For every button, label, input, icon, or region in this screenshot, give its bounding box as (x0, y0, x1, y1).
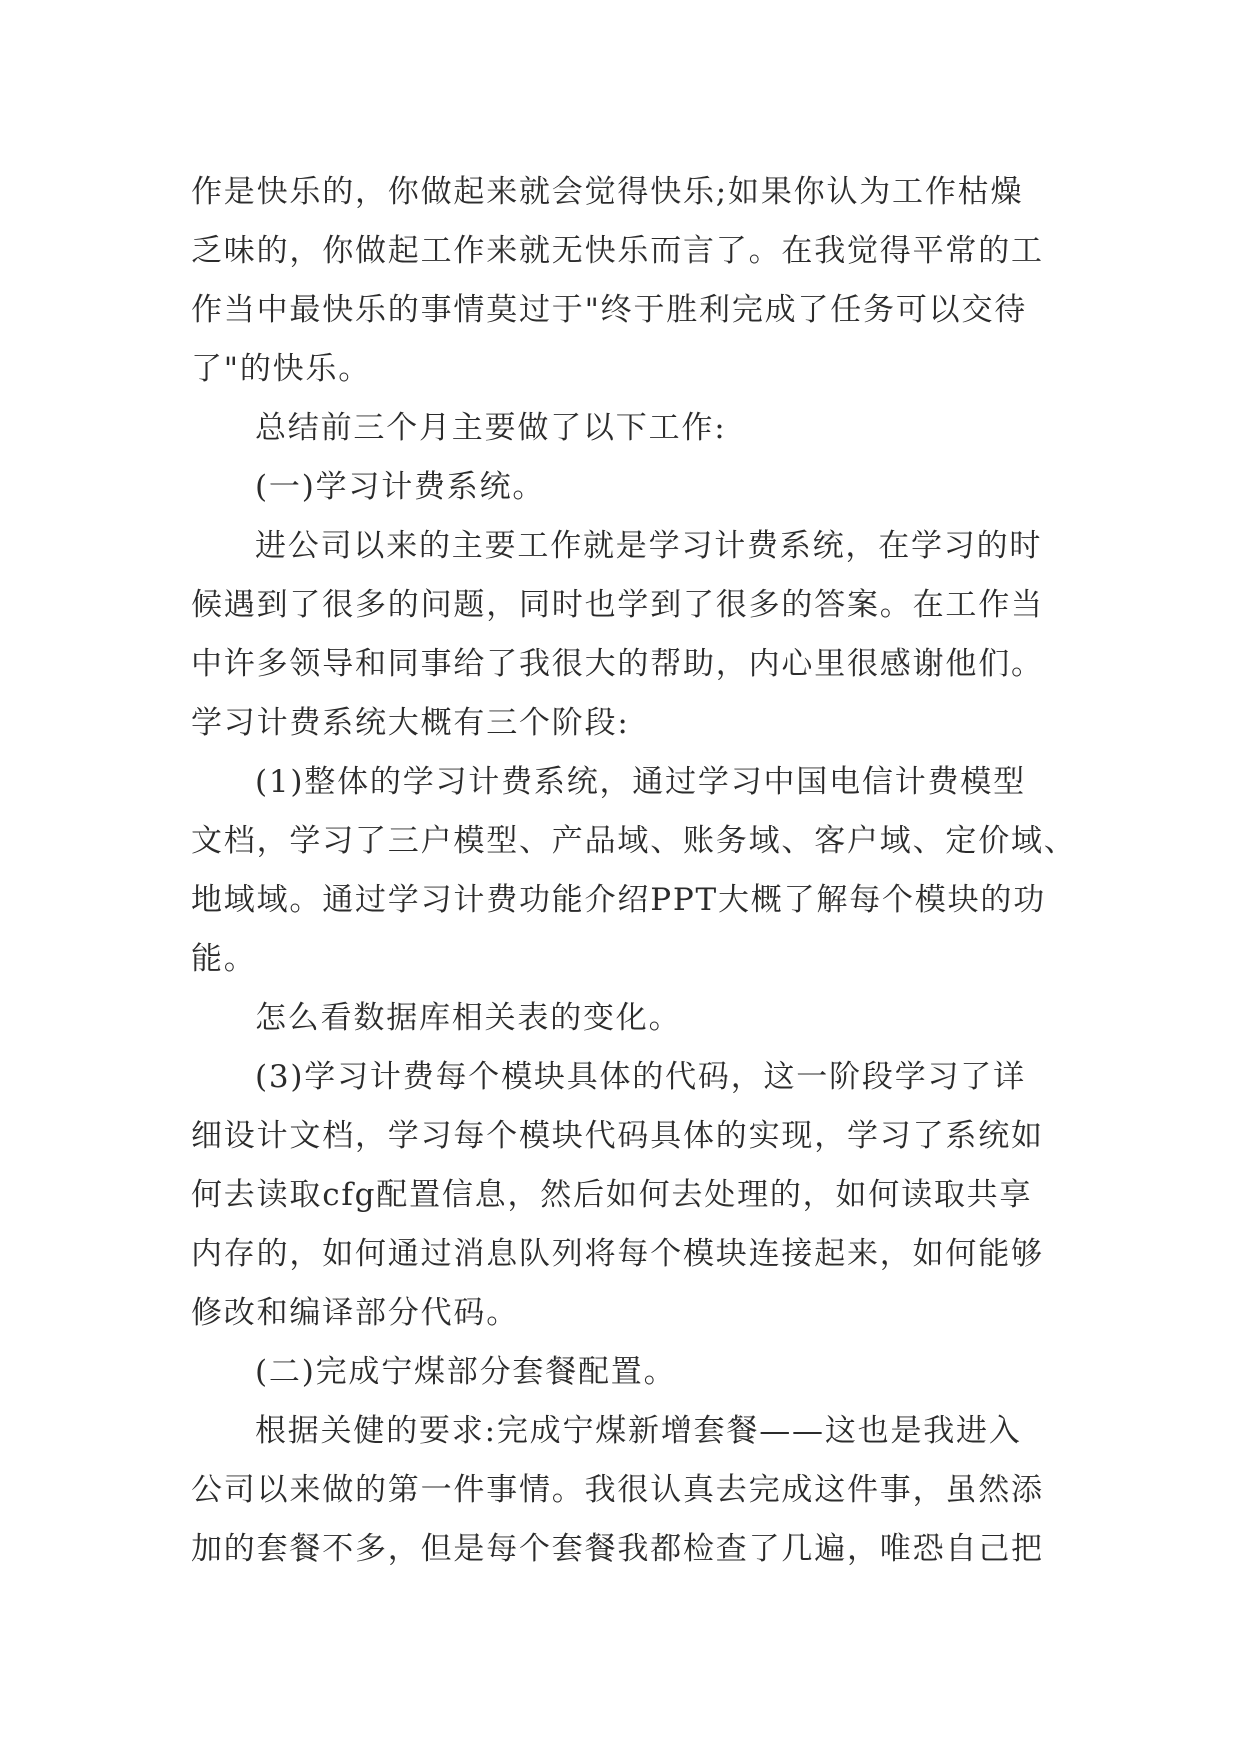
section-heading: (一)学习计费系统。 (255, 469, 546, 505)
text-line: 候遇到了很多的问题，同时也学到了很多的答案。在工作当 (191, 587, 1044, 623)
text-line: 作是快乐的，你做起来就会觉得快乐;如果你认为工作枯燥 (191, 174, 1024, 210)
text-line: (1)整体的学习计费系统，通过学习中国电信计费模型 (255, 764, 1026, 800)
text-line: 地域域。通过学习计费功能介绍PPT大概了解每个模块的功 (191, 882, 1046, 918)
text-line: 加的套餐不多，但是每个套餐我都检查了几遍，唯恐自己把 (191, 1531, 1044, 1567)
text-line: 中许多领导和同事给了我很大的帮助，内心里很感谢他们。 (191, 646, 1044, 682)
text-line: 内存的，如何通过消息队列将每个模块连接起来，如何能够 (191, 1236, 1044, 1272)
document-body (191, 163, 1077, 1579)
text-line: 公司以来做的第一件事情。我很认真去完成这件事，虽然添 (191, 1472, 1044, 1508)
text-line: 了"的快乐。 (191, 351, 372, 387)
text-line: 乏味的，你做起工作来就无快乐而言了。在我觉得平常的工 (191, 233, 1044, 269)
text-line: 能。 (191, 941, 257, 977)
text-line: 何去读取cfg配置信息，然后如何去处理的，如何读取共享 (191, 1177, 1033, 1213)
text-line: 根据关健的要求:完成宁煤新增套餐——这也是我进入 (255, 1413, 1022, 1449)
section-heading: (二)完成宁煤部分套餐配置。 (255, 1354, 677, 1390)
text-line: 学习计费系统大概有三个阶段: (191, 705, 630, 741)
text-line: 修改和编译部分代码。 (191, 1295, 519, 1331)
text-line: 细设计文档，学习每个模块代码具体的实现，学习了系统如 (191, 1118, 1044, 1154)
text-line: 文档，学习了三户模型、产品域、账务域、客户域、定价域、 (191, 823, 1077, 859)
text-line: 怎么看数据库相关表的变化。 (255, 1000, 682, 1036)
text-line: 作当中最快乐的事情莫过于"终于胜利完成了任务可以交待 (191, 292, 1028, 328)
text-line: 总结前三个月主要做了以下工作: (255, 410, 727, 446)
text-line: 进公司以来的主要工作就是学习计费系统，在学习的时 (255, 528, 1043, 564)
text-line: (3)学习计费每个模块具体的代码，这一阶段学习了详 (255, 1059, 1026, 1095)
